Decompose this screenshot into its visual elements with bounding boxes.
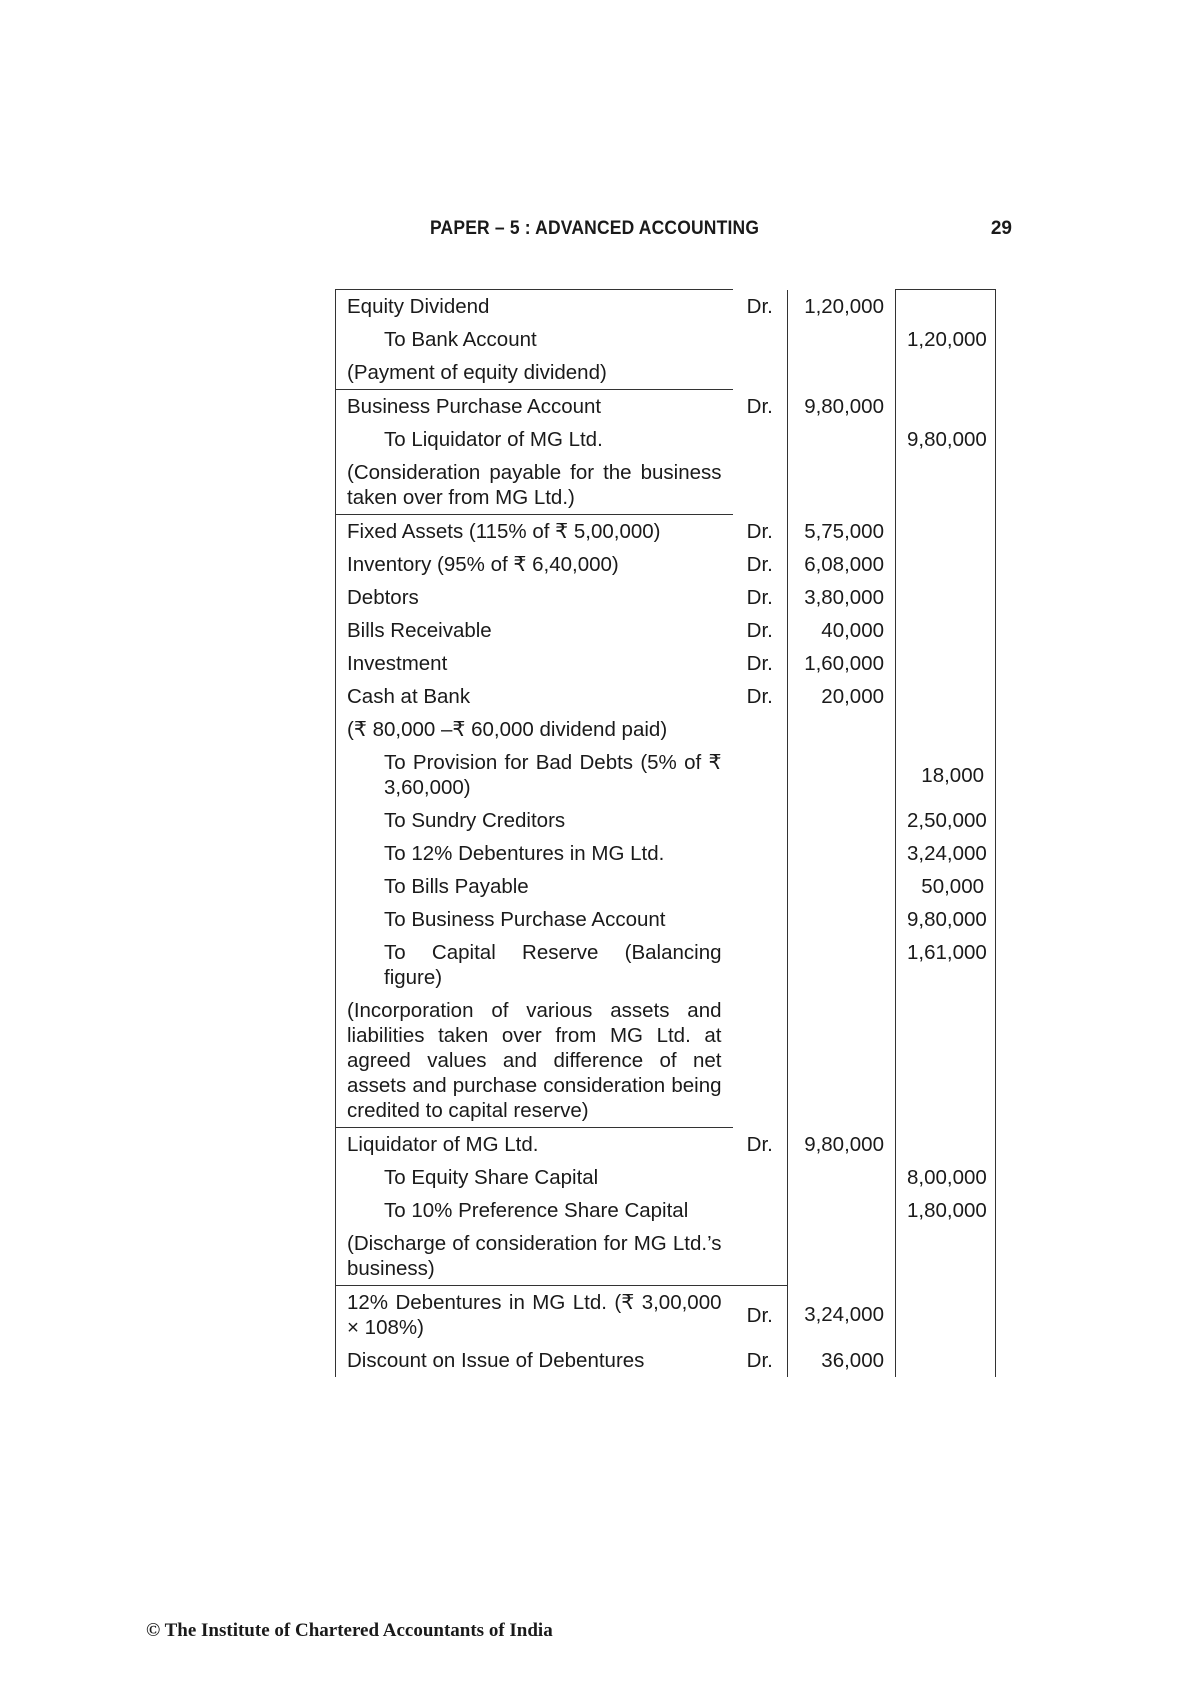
table-row [336,581,996,614]
dr-marker: Dr. [746,619,773,642]
table-row [336,837,996,870]
dr-marker: Dr. [746,553,773,576]
dr-marker: Dr. [746,394,773,418]
table-row [336,1194,996,1227]
page-header [430,218,1012,246]
debit-amount [788,713,896,746]
credit-amount: 2,50,000 [896,804,996,837]
credit-amount: 1,80,000 [896,1194,996,1227]
table-row [336,1161,996,1194]
table-row [336,746,996,804]
dr-marker [733,870,788,903]
table-row [336,936,996,994]
credit-amount [896,548,996,581]
credit-amount [896,614,996,647]
dr-marker [733,994,788,1128]
table-row [336,1286,996,1345]
dr-marker: Dr. [733,1286,788,1345]
debit-amount [788,746,896,804]
debit-amount [788,936,896,994]
debit-amount [788,1227,896,1286]
dr-marker [733,903,788,936]
credit-amount [896,390,996,424]
particulars-cell: To Provision for Bad Debts (5% of ₹ 3,60,000) [336,746,733,804]
particulars-cell: Inventory (95% of ₹ 6,40,000) [336,548,733,581]
table-row [336,680,996,713]
credit-amount: 1,20,000 [896,323,996,356]
particulars-cell: 12% Debentures in MG Ltd. (₹ 3,00,000 × 108%) [336,1286,733,1345]
particulars-cell: Equity Dividend [336,290,733,324]
dr-marker: Dr. [746,294,773,318]
debit-amount [788,1194,896,1227]
credit-amount [896,581,996,614]
table-row [336,390,996,424]
credit-amount [896,1227,996,1286]
credit-amount [896,713,996,746]
table-row [336,614,996,647]
particulars-cell: Bills Receivable [336,614,733,647]
particulars-cell: To Bank Account [336,323,733,356]
dr-marker [733,746,788,804]
copyright-footer: © The Institute of Chartered Accountants of India [146,1620,553,1641]
particulars-cell: Cash at Bank [336,680,733,713]
dr-marker [733,804,788,837]
debit-amount: 1,20,000 [788,290,896,324]
table-row [336,1227,996,1286]
dr-marker [733,1194,788,1227]
debit-amount: 36,000 [788,1344,896,1377]
table-row [336,713,996,746]
credit-amount [896,356,996,390]
credit-amount [896,994,996,1128]
debit-amount: 20,000 [788,680,896,713]
particulars-cell: To Capital Reserve (Balancing figure) [336,936,733,994]
narration-cell: (Incorporation of various assets and liabilities taken over from MG Ltd. at agreed values and difference of net assets and purchase consideration being credited to capital reserve) [336,994,733,1128]
dr-marker [733,356,788,390]
credit-amount [896,1128,996,1162]
debit-amount: 9,80,000 [788,390,896,424]
credit-amount [896,456,996,515]
dr-marker: Dr. [746,652,773,675]
table-row [336,423,996,456]
credit-amount [896,515,996,549]
debit-amount: 1,60,000 [788,647,896,680]
particulars-cell: Liquidator of MG Ltd. [336,1128,733,1162]
debit-amount: 6,08,000 [788,548,896,581]
credit-amount [896,1286,996,1345]
dr-marker [733,713,788,746]
particulars-cell: To Business Purchase Account [336,903,733,936]
table-row [336,456,996,515]
particulars-cell: To Bills Payable [336,870,733,903]
debit-amount [788,994,896,1128]
debit-amount [788,903,896,936]
credit-amount: 50,000 [896,870,996,903]
table-row [336,290,996,324]
dr-marker [733,323,788,356]
particulars-cell: Fixed Assets (115% of ₹ 5,00,000) [336,515,733,549]
particulars-cell: To Liquidator of MG Ltd. [336,423,733,456]
particulars-cell: Debtors [336,581,733,614]
dr-marker: Dr. [746,685,773,708]
dr-marker [733,837,788,870]
dr-marker: Dr. [746,1132,773,1156]
table-row [336,515,996,549]
particulars-cell: Investment [336,647,733,680]
particulars-cell: Discount on Issue of Debentures [336,1344,733,1377]
debit-amount [788,423,896,456]
narration-cell: (Payment of equity dividend) [336,356,733,390]
credit-amount: 9,80,000 [896,423,996,456]
page-number: 29 [990,218,1012,239]
credit-amount: 1,61,000 [896,936,996,994]
table-row [336,1344,996,1377]
table-row [336,548,996,581]
particulars-cell: To 10% Preference Share Capital [336,1194,733,1227]
particulars-cell: (₹ 80,000 –₹ 60,000 dividend paid) [336,713,733,746]
table-row [336,1128,996,1162]
particulars-cell: To 12% Debentures in MG Ltd. [336,837,733,870]
dr-marker: Dr. [746,586,773,609]
particulars-cell: To Sundry Creditors [336,804,733,837]
debit-amount: 5,75,000 [788,515,896,549]
narration-cell: (Discharge of consideration for MG Ltd.’s business) [336,1227,733,1286]
debit-amount [788,356,896,390]
debit-amount [788,804,896,837]
debit-amount [788,1161,896,1194]
journal-table [335,289,996,1377]
dr-marker: Dr. [746,1349,773,1372]
credit-amount [896,290,996,324]
table-row [336,804,996,837]
credit-amount: 8,00,000 [896,1161,996,1194]
debit-amount [788,837,896,870]
credit-amount [896,647,996,680]
debit-amount: 3,80,000 [788,581,896,614]
dr-marker [733,456,788,515]
credit-amount [896,1344,996,1377]
page-title: PAPER – 5 : ADVANCED ACCOUNTING [430,218,760,239]
table-row [336,323,996,356]
particulars-cell: To Equity Share Capital [336,1161,733,1194]
credit-amount: 9,80,000 [896,903,996,936]
debit-amount: 40,000 [788,614,896,647]
credit-amount [896,680,996,713]
dr-marker [733,936,788,994]
dr-marker [733,1161,788,1194]
particulars-cell: Business Purchase Account [336,390,733,424]
table-row [336,647,996,680]
narration-cell: (Consideration payable for the business taken over from MG Ltd.) [336,456,733,515]
credit-amount: 3,24,000 [896,837,996,870]
debit-amount [788,456,896,515]
dr-marker [733,1227,788,1286]
dr-marker [733,423,788,456]
table-row [336,903,996,936]
debit-amount [788,323,896,356]
debit-amount [788,870,896,903]
table-row [336,994,996,1128]
debit-amount: 9,80,000 [788,1128,896,1162]
table-row [336,356,996,390]
debit-amount: 3,24,000 [788,1286,896,1345]
dr-marker: Dr. [746,519,773,543]
table-row [336,870,996,903]
credit-amount: 18,000 [896,746,996,804]
